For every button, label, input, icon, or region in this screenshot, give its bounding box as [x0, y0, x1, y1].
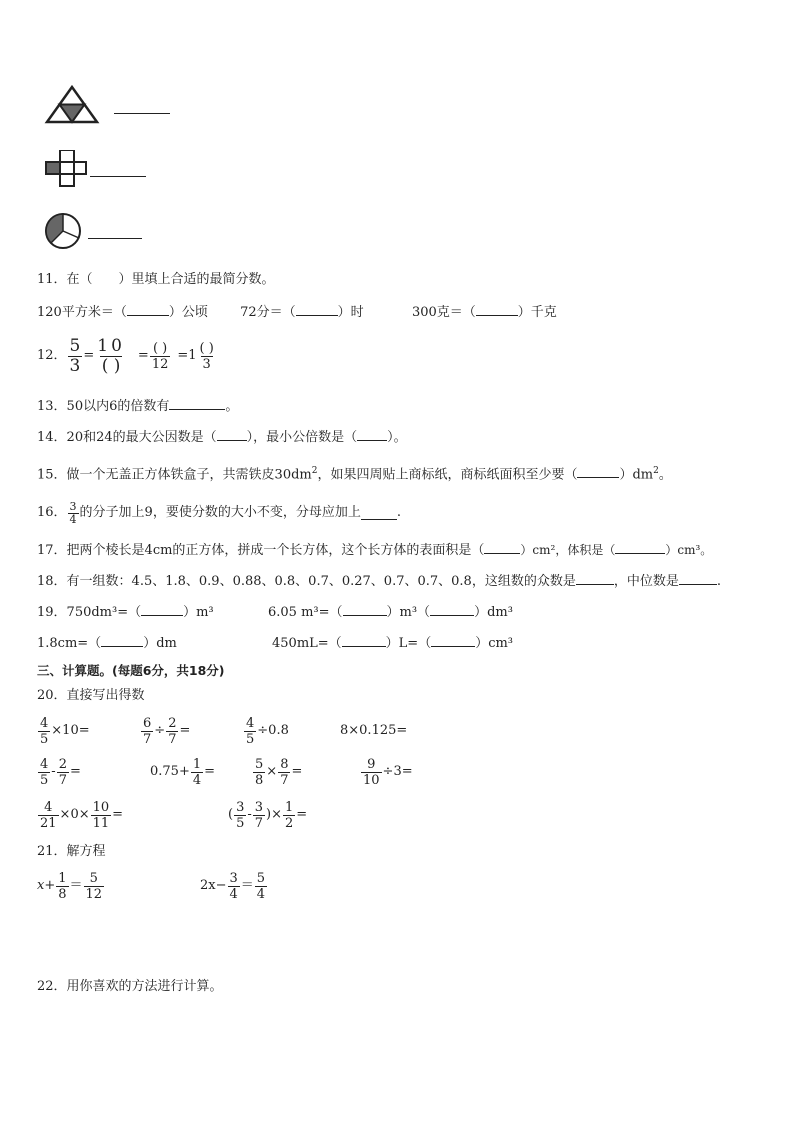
q18: 18．有一组数：4.5、1.8、0.9、0.88、0.8、0.7、0.27、0.7、0.7、0.8，这组数的众数是 ，中位数是 . [37, 574, 721, 589]
q21-title: 21．解方程 [37, 844, 106, 859]
triangle-shaded-icon [44, 84, 100, 126]
q20-r3-1: $\frac{4}{21}$ ×0× $\frac{10}{11}$ = [40, 799, 124, 831]
q13: 13．50以内6的倍数有 。 [37, 399, 239, 414]
blank[interactable] [127, 303, 169, 316]
answer-line-3 [88, 238, 142, 239]
blank[interactable] [342, 634, 386, 647]
blank[interactable] [476, 303, 518, 316]
blank[interactable] [343, 603, 387, 616]
blank[interactable] [101, 634, 143, 647]
blank[interactable] [615, 541, 665, 554]
q11-text: 11．在（ ）里填上合适的最简分数。 [37, 272, 275, 287]
q20-title: 20．直接写出得数 [37, 688, 145, 703]
section-title: 三、计算题。(每题6分，共18分) [37, 663, 225, 678]
q19-row1: 19．750dm³=（ ）m³ [37, 605, 214, 620]
q19-row1b: 6.05 m³=（ ）m³（ ）dm³ [268, 605, 513, 620]
q14: 14．20和24的最大公因数是（ ），最小公倍数是（ ）。 [37, 430, 407, 445]
blank[interactable] [357, 428, 387, 441]
answer-line-2 [90, 176, 146, 177]
blank[interactable] [679, 572, 717, 585]
q21-eq1: x+ $\frac{1}{8}$ ＝ $\frac{5}{12}$ [37, 870, 103, 902]
q20-r1-4: 8×0.125= [340, 723, 408, 738]
q17: 17．把两个棱长是4cm的正方体，拼成一个长方体，这个长方体的表面积是（ ）cm²，体积是（ ）cm³。 [37, 543, 713, 558]
q20-r1-2: $\frac{6}{7}$ ÷ $\frac{2}{7}$ = [143, 715, 191, 747]
q16: 16． $\frac{3}{4}$ 的分子加上9，要使分数的大小不变，分母应加上 . [37, 499, 401, 526]
q12: 12． $\frac{5}{3}$ = $\frac{10}{( )}$ = $\frac{( )}{12}$ =1 $\frac{( )}{3}$ [37, 335, 214, 376]
q22: 22．用你喜欢的方法进行计算。 [37, 979, 223, 994]
q20-r1-3: $\frac{4}{5}$ ÷0.8 [246, 715, 289, 747]
q20-r1-1: $\frac{4}{5}$ ×10= [40, 715, 90, 747]
blank[interactable] [577, 465, 619, 478]
pie-circle-icon [42, 212, 86, 250]
blank[interactable] [169, 397, 225, 410]
blank[interactable] [296, 303, 338, 316]
q20-r3-2: ( $\frac{3}{5}$ - $\frac{3}{7}$ )× $\frac{1}{2}$ = [228, 799, 308, 831]
q20-r2-4: $\frac{9}{10}$ ÷3= [363, 756, 413, 788]
blank[interactable] [430, 603, 474, 616]
q20-r2-2: 0.75+ $\frac{1}{4}$ = [150, 756, 216, 788]
q19-row2: 1.8cm=（ ）dm [37, 636, 177, 651]
blank[interactable] [361, 507, 397, 520]
q19-row2b: 450mL=（ ）L=（ ）cm³ [272, 636, 514, 651]
q21-eq2: 2x− $\frac{3}{4}$ ＝ $\frac{5}{4}$ [200, 870, 266, 902]
cube-net-icon [44, 150, 88, 188]
q20-r2-3: $\frac{5}{8}$ × $\frac{8}{7}$ = [255, 756, 303, 788]
blank[interactable] [217, 428, 247, 441]
q11-answers: 120平方米＝（ ）公顷 72分＝（ ）时 300克＝（ ）千克 [37, 305, 557, 320]
blank[interactable] [431, 634, 475, 647]
q15: 15．做一个无盖正方体铁盒子，共需铁皮$30dm^2$，如果四周贴上商标纸，商标纸面积至少要（ ）$dm^2$。 [37, 466, 672, 483]
blank[interactable] [141, 603, 183, 616]
blank[interactable] [576, 572, 614, 585]
blank[interactable] [484, 541, 520, 554]
answer-line-1 [114, 113, 170, 114]
q20-r2-1: $\frac{4}{5}$ - $\frac{2}{7}$ = [40, 756, 81, 788]
